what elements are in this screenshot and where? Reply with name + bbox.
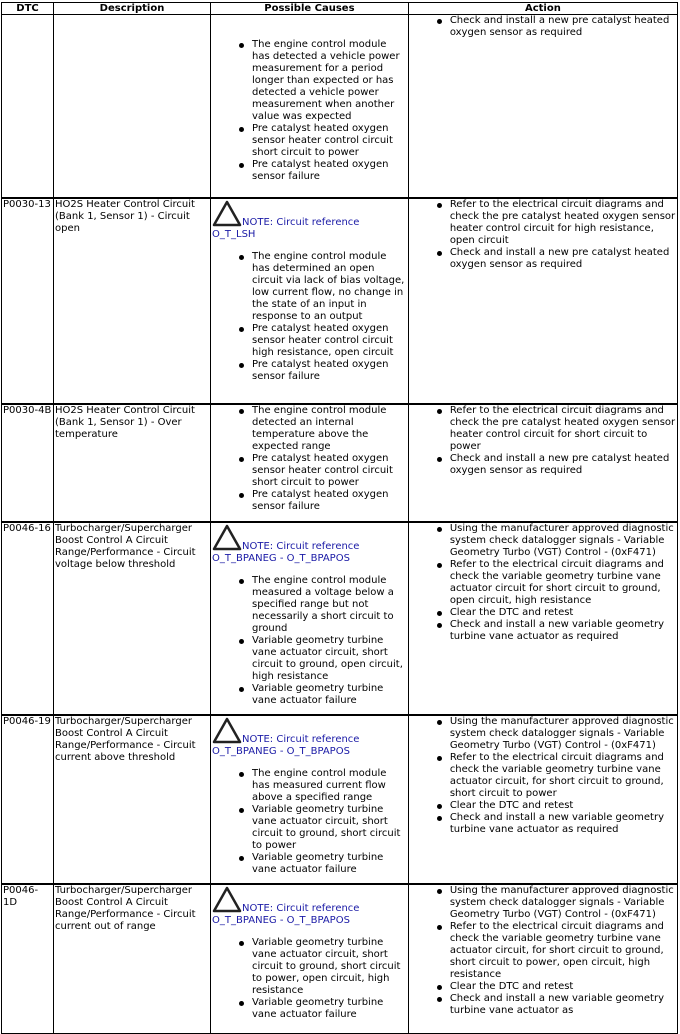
list-item: Refer to the electrical circuit diagrams and check the variable geometry turbine vane actuator circuit for short circuit to ground, open circuit, high resistance <box>450 559 676 607</box>
table-header-row <box>2 3 678 15</box>
list-item: Refer to the electrical circuit diagrams and check the variable geometry turbine vane actuator circuit, for short circuit to ground, short circuit to power, open circuit, high resistance <box>450 921 676 981</box>
circuit-note <box>212 523 407 567</box>
list-item: Pre catalyst heated oxygen sensor heater control circuit high resistance, open circuit <box>252 323 407 359</box>
list-item: Variable geometry turbine vane actuator failure <box>252 852 407 876</box>
dtc-code: P0046-16 <box>2 522 54 715</box>
list-item: Using the manufacturer approved diagnostic system check datalogger signals - Variable Geometry Turbo (VGT) Control - (0xF471) <box>450 885 676 921</box>
circuit-note <box>212 885 407 929</box>
causes-list <box>212 39 407 183</box>
list-item: The engine control module has determined an open circuit via lack of bias voltage, low current flow, no change in the state of an input in response to an output <box>252 251 407 323</box>
dtc-code: P0030-4B <box>2 404 54 522</box>
list-item: Refer to the electrical circuit diagrams and check the pre catalyst heated oxygen sensor heater control circuit for short circuit to power <box>449 404 676 452</box>
action-cell <box>408 15 677 198</box>
possible-causes-cell <box>211 522 409 715</box>
action-cell <box>408 884 677 1034</box>
list-item: The engine control module detected an internal temperature above the expected range <box>252 405 407 453</box>
dtc-description: Turbocharger/Supercharger Boost Control A Circuit Range/Performance - Circuit current out of range <box>54 884 211 1034</box>
list-item: Clear the DTC and retest <box>450 981 676 993</box>
warning-triangle-icon <box>212 524 242 551</box>
dtc-code: P0030-13 <box>2 198 54 404</box>
circuit-reference: O_T_LSH <box>212 228 256 240</box>
list-item: Check and install a new pre catalyst heated oxygen sensor as required <box>450 453 676 477</box>
warning-triangle-icon <box>212 717 242 744</box>
list-item: Variable geometry turbine vane actuator failure <box>252 997 407 1021</box>
action-cell <box>408 404 677 522</box>
list-item: Clear the DTC and retest <box>450 607 676 619</box>
warning-triangle-icon <box>212 200 242 227</box>
list-item: Check and install a new variable geometry turbine vane actuator as <box>450 993 676 1017</box>
header-dtc: DTC <box>2 3 54 15</box>
action-cell <box>408 522 677 715</box>
possible-causes-cell <box>211 715 409 884</box>
dtc-description: HO2S Heater Control Circuit (Bank 1, Sensor 1) - Circuit open <box>54 198 211 404</box>
possible-causes-cell <box>211 198 409 404</box>
note-label: NOTE: Circuit reference <box>242 733 360 745</box>
list-item: Using the manufacturer approved diagnostic system check datalogger signals - Variable Geometry Turbo (VGT) Control - (0xF471) <box>450 716 676 752</box>
note-label: NOTE: Circuit reference <box>242 216 360 228</box>
list-item: Pre catalyst heated oxygen sensor failure <box>252 489 407 513</box>
list-item: Clear the DTC and retest <box>450 800 676 812</box>
dtc-description <box>54 15 211 198</box>
warning-triangle-icon <box>212 886 242 913</box>
dtc-description: Turbocharger/Supercharger Boost Control A Circuit Range/Performance - Circuit current above threshold <box>54 715 211 884</box>
possible-causes-cell <box>211 884 409 1034</box>
note-label: NOTE: Circuit reference <box>242 902 360 914</box>
dtc-code <box>2 15 54 198</box>
circuit-reference: O_T_BPANEG - O_T_BPAPOS <box>212 745 350 757</box>
list-item: Variable geometry turbine vane actuator failure <box>252 683 407 707</box>
table-row <box>2 884 678 1034</box>
note-label: NOTE: Circuit reference <box>242 540 360 552</box>
table-row <box>2 522 678 715</box>
list-item: Pre catalyst heated oxygen sensor failure <box>252 359 407 383</box>
actions-list <box>410 199 676 271</box>
actions-list <box>410 885 676 1017</box>
list-item: Check and install a new pre catalyst heated oxygen sensor as required <box>450 15 676 39</box>
dtc-table <box>1 2 678 1034</box>
actions-list <box>410 15 676 39</box>
causes-list <box>212 937 407 1021</box>
header-action: Action <box>408 3 677 15</box>
list-item: The engine control module measured a voltage below a specified range but not necessarily a short circuit to ground <box>252 575 407 635</box>
dtc-code: P0046-19 <box>2 715 54 884</box>
dtc-description: Turbocharger/Supercharger Boost Control A Circuit Range/Performance - Circuit voltage below threshold <box>54 522 211 715</box>
action-cell <box>408 198 677 404</box>
table-row <box>2 15 678 198</box>
header-possible-causes: Possible Causes <box>211 3 409 15</box>
action-cell <box>408 715 677 884</box>
circuit-reference: O_T_BPANEG - O_T_BPAPOS <box>212 552 350 564</box>
actions-list <box>410 405 676 477</box>
circuit-note <box>212 716 407 760</box>
list-item: Pre catalyst heated oxygen sensor heater control circuit short circuit to power <box>252 453 407 489</box>
possible-causes-cell <box>211 15 409 198</box>
list-item: Using the manufacturer approved diagnostic system check datalogger signals - Variable Geometry Turbo (VGT) Control - (0xF471) <box>450 523 676 559</box>
list-item: Check and install a new variable geometry turbine vane actuator as required <box>450 812 676 836</box>
list-item: Refer to the electrical circuit diagrams and check the pre catalyst heated oxygen sensor heater control circuit for high resistance, open circuit <box>449 198 676 246</box>
dtc-code: P0046-1D <box>2 884 54 1034</box>
actions-list <box>410 523 676 643</box>
list-item: Pre catalyst heated oxygen sensor failure <box>252 159 407 183</box>
causes-list <box>212 251 407 383</box>
list-item: Check and install a new variable geometry turbine vane actuator as required <box>450 619 676 643</box>
list-item: The engine control module has measured current flow above a specified range <box>252 768 407 804</box>
list-item: Refer to the electrical circuit diagrams and check the variable geometry turbine vane actuator circuit, for short circuit to ground, short circuit to power <box>450 752 676 800</box>
actions-list <box>410 716 676 836</box>
causes-list <box>212 405 407 513</box>
list-item: Check and install a new pre catalyst heated oxygen sensor as required <box>450 247 676 271</box>
list-item: Variable geometry turbine vane actuator circuit, short circuit to ground, open circuit, high resistance <box>252 635 407 683</box>
list-item: Variable geometry turbine vane actuator circuit, short circuit to ground, short circuit to power, open circuit, high resistance <box>252 937 407 997</box>
list-item: The engine control module has detected a vehicle power measurement for a period longer than expected or has detected a vehicle power measurement when another value was expected <box>252 39 407 123</box>
table-row <box>2 404 678 522</box>
header-description: Description <box>54 3 211 15</box>
causes-list <box>212 575 407 707</box>
possible-causes-cell <box>211 404 409 522</box>
dtc-description: HO2S Heater Control Circuit (Bank 1, Sensor 1) - Over temperature <box>54 404 211 522</box>
circuit-reference: O_T_BPANEG - O_T_BPAPOS <box>212 914 350 926</box>
table-row <box>2 198 678 404</box>
list-item: Pre catalyst heated oxygen sensor heater control circuit short circuit to power <box>252 123 407 159</box>
causes-list <box>212 768 407 876</box>
list-item: Variable geometry turbine vane actuator circuit, short circuit to ground, short circuit to power <box>252 804 407 852</box>
circuit-note <box>212 199 407 243</box>
table-body <box>2 15 678 1034</box>
table-row <box>2 715 678 884</box>
